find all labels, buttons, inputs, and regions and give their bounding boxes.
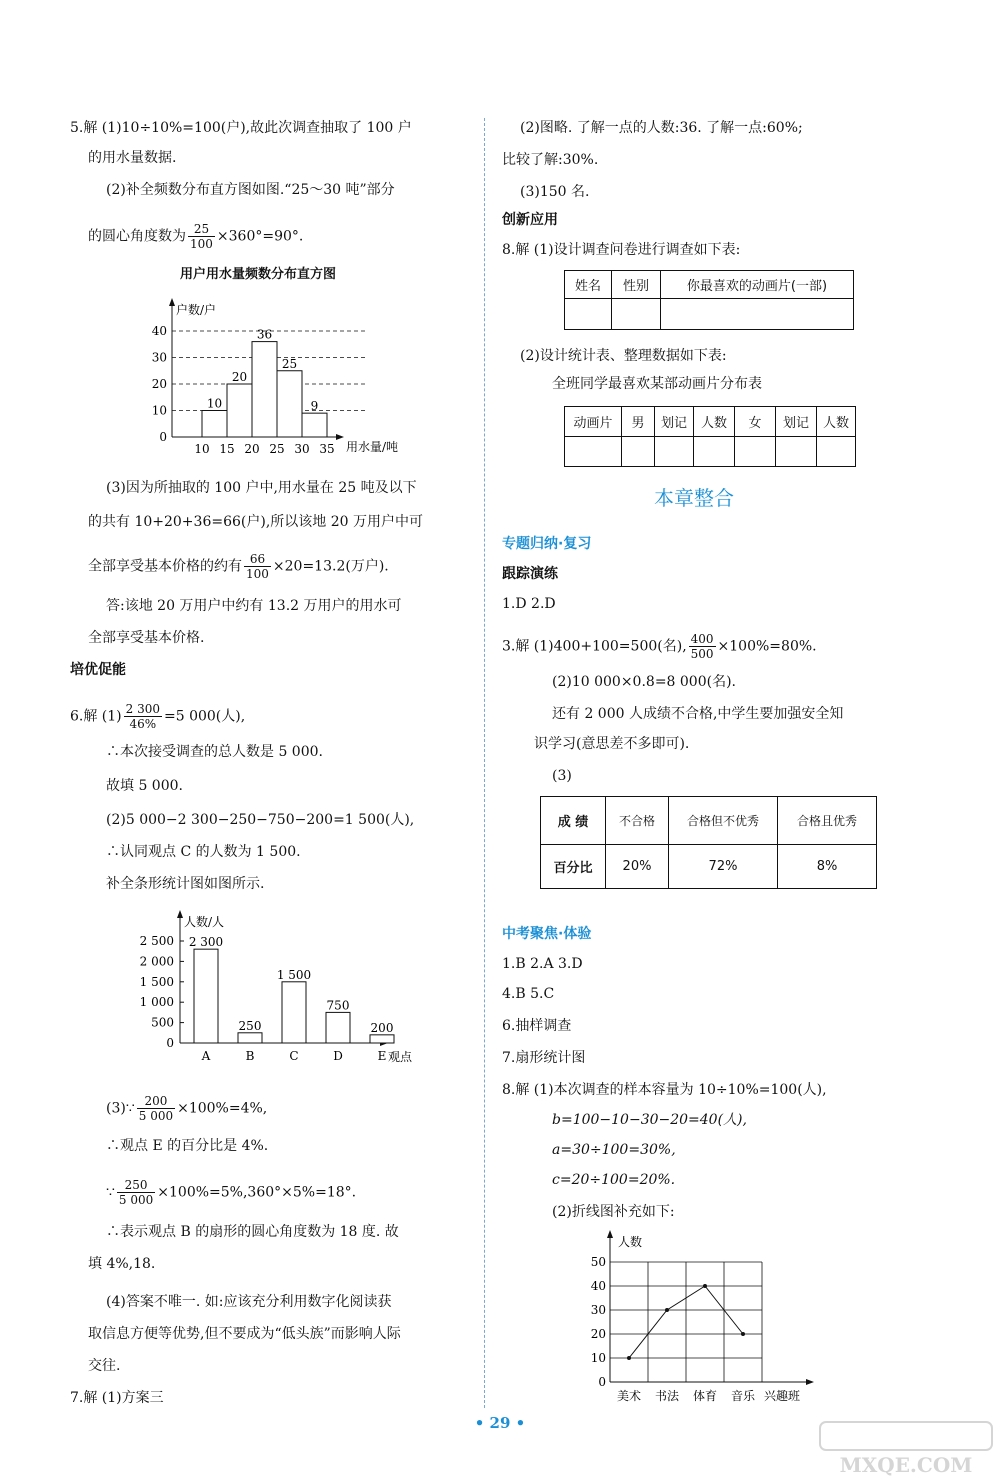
bar-value-label: 200 (370, 1020, 394, 1035)
y-tick-label: 50 (590, 1255, 606, 1269)
x-tick-label: 体育 (692, 1389, 718, 1403)
a3-line4: 识学习(意思差不多即可). (534, 736, 690, 752)
watermark-logo (818, 1420, 994, 1478)
water-usage-histogram (140, 294, 440, 466)
table-cell: 20% (606, 845, 669, 889)
section-zhongkao: 中考聚焦·体验 (502, 926, 592, 942)
y-tick-label: 1 500 (139, 974, 174, 989)
x-axis-label: 观点 (388, 1050, 413, 1064)
y-tick-label: 2 500 (139, 934, 174, 948)
fraction: $\frac{25}{100}$ (190, 222, 213, 251)
y-tick-label: 30 (151, 350, 167, 365)
fraction: $\frac{66}{100}$ (246, 552, 269, 581)
q5-line5: (3)因为所抽取的 100 户中,用水量在 25 吨及以下 (106, 480, 417, 496)
histogram-bar (227, 384, 252, 437)
y-axis-arrow (169, 298, 175, 306)
q5-line1: 5.解 (1)10÷10%=100(户),故此次调查抽取了 100 户 (70, 120, 412, 136)
chapter-title: 本章整合 (654, 486, 734, 510)
table-cell (694, 437, 735, 467)
table-header-cell: 性别 (612, 271, 661, 299)
r-line1: (2)图略. 了解一点的人数:36. 了解一点:60%; (520, 120, 803, 136)
table-cell: 72% (669, 845, 778, 889)
q6-line1: 6.解 (1) $\frac{2 300}{46\%}$ =5 000(人), (70, 702, 246, 731)
column-divider (484, 118, 485, 1408)
y-tick-label: 40 (590, 1279, 606, 1293)
bar-value-label: 2 300 (188, 935, 224, 950)
bar-value-label: 750 (326, 998, 350, 1013)
y-tick-label: 500 (151, 1015, 174, 1030)
x-tick-label: 25 (269, 442, 285, 456)
answer-b1: 1.B 2.A 3.D (502, 956, 583, 972)
x-tick-label: 书法 (654, 1389, 680, 1403)
section-chuangxin: 创新应用 (502, 212, 558, 228)
y-tick-label: 0 (159, 430, 167, 444)
table-cell (661, 299, 854, 330)
b8-line5: (2)折线图补充如下: (552, 1204, 675, 1220)
x-tick-label: B (245, 1049, 255, 1063)
interest-class-line-chart (588, 1228, 848, 1408)
score-table (540, 796, 877, 889)
bar-value-label: 10 (206, 396, 223, 411)
q6-line9: ∵ $\frac{250}{5 000}$ ×100%=5%,360°×5%=18°. (106, 1178, 357, 1207)
table-header-cell: 划记 (776, 407, 817, 437)
y-tick-label: 0 (598, 1375, 606, 1389)
q8-line3: 全班同学最喜欢某部动画片分布表 (552, 376, 762, 392)
x-tick-label: 35 (319, 442, 335, 456)
bar-value-label: 36 (256, 327, 273, 342)
table-header-cell: 人数 (817, 407, 856, 437)
q5-line7: 全部享受基本价格的约有 $\frac{66}{100}$ ×20=13.2(万户). (88, 552, 389, 581)
bar (326, 1012, 350, 1043)
q5-line2: 的用水量数据. (88, 150, 177, 166)
q6-line7: (3)∵ $\frac{200}{5 000}$ ×100%=4%, (106, 1094, 268, 1123)
x-tick-label: 音乐 (730, 1389, 756, 1403)
table-header-cell: 姓名 (565, 271, 612, 299)
q6-line13: 取信息方便等优势,但不要成为“低头族”而影响人际 (88, 1326, 401, 1342)
histogram-bar (202, 411, 227, 438)
fraction: $\frac{250}{5 000}$ (118, 1178, 154, 1207)
x-axis-label: 用水量/吨 (346, 440, 399, 454)
q6-line5: ∴认同观点 C 的人数为 1 500. (106, 844, 301, 860)
table-cell (565, 299, 612, 330)
x-tick-label: D (333, 1049, 343, 1063)
table-cell (565, 437, 622, 467)
b8-line1: 8.解 (1)本次调查的样本容量为 10÷10%=100(人), (502, 1082, 827, 1098)
bar (194, 949, 218, 1043)
table-header-cell: 女 (735, 407, 776, 437)
q6-line10: ∴表示观点 B 的扇形的圆心角度数为 18 度. 故 (106, 1224, 399, 1240)
x-tick-label: 10 (194, 442, 210, 456)
a3-line1: 3.解 (1)400+100=500(名), $\frac{400}{500}$ ×100%=80%. (502, 632, 817, 661)
svg-text:MXQE.COM: MXQE.COM (839, 1453, 973, 1477)
table-cell (776, 437, 817, 467)
y-axis-arrow (607, 1230, 613, 1238)
q7-line1: 7.解 (1)方案三 (70, 1390, 164, 1406)
bar-value-label: 25 (281, 356, 298, 371)
survey-table (564, 270, 854, 330)
fraction: $\frac{200}{5 000}$ (138, 1094, 174, 1123)
q6-line4: (2)5 000−2 300−250−750−200=1 500(人), (106, 812, 415, 828)
table-header-cell: 合格且优秀 (778, 797, 877, 845)
section-peiyou: 培优促能 (70, 662, 126, 678)
answer-1-2: 1.D 2.D (502, 596, 556, 612)
q6-line2: ∴本次接受调查的总人数是 5 000. (106, 744, 323, 760)
q6-line8: ∴观点 E 的百分比是 4%. (106, 1138, 269, 1154)
x-tick-label: 15 (219, 442, 235, 456)
a3-line3: 还有 2 000 人成绩不合格,中学生要加强安全知 (552, 706, 844, 722)
r-line3: (3)150 名. (520, 184, 590, 200)
fraction: $\frac{400}{500}$ (690, 632, 714, 661)
q6-line12: (4)答案不唯一. 如:应该充分利用数字化阅读获 (106, 1294, 392, 1310)
cartoon-distribution-table (564, 406, 856, 467)
x-tick-label: 美术 (616, 1389, 642, 1403)
y-tick-label: 2 000 (139, 954, 174, 969)
data-point (703, 1284, 707, 1288)
table-header-cell: 合格但不优秀 (669, 797, 778, 845)
answer-b7: 7.扇形统计图 (502, 1050, 586, 1066)
q5-line3: (2)补全频数分布直方图如图.“25～30 吨”部分 (106, 182, 395, 198)
data-point (627, 1356, 631, 1360)
table-cell: 百分比 (541, 845, 606, 889)
x-axis-label: 兴趣班 (764, 1389, 801, 1403)
y-axis-label: 人数/人 (184, 915, 225, 929)
bar (282, 982, 306, 1043)
a3-line2: (2)10 000×0.8=8 000(名). (552, 674, 736, 690)
x-tick-label: 20 (244, 442, 260, 456)
bar-value-label: 1 500 (276, 967, 312, 982)
table-cell (612, 299, 661, 330)
b8-line3: a=30÷100=30%, (552, 1142, 676, 1158)
table-header-cell: 成 绩 (541, 797, 606, 845)
b8-line4: c=20÷100=20%. (552, 1172, 676, 1188)
histogram-bar (302, 413, 327, 437)
y-tick-label: 40 (151, 324, 167, 338)
table-header-cell: 人数 (694, 407, 735, 437)
section-zhuanti: 专题归纳·复习 (502, 536, 592, 552)
y-tick-label: 0 (166, 1036, 174, 1050)
x-tick-label: C (289, 1049, 299, 1063)
q5-line4: 的圆心角度数为 $\frac{25}{100}$ ×360°=90°. (88, 222, 304, 251)
bar-value-label: 9 (310, 399, 319, 414)
y-tick-label: 20 (590, 1327, 606, 1341)
x-tick-label: 30 (294, 442, 310, 456)
y-tick-label: 10 (151, 403, 167, 418)
y-axis-label: 户数/户 (176, 303, 217, 317)
fraction: $\frac{2 300}{46\%}$ (125, 702, 160, 731)
q6-line3: 故填 5 000. (106, 778, 183, 794)
x-axis-arrow (336, 434, 344, 440)
y-tick-label: 1 000 (139, 995, 174, 1010)
bar-value-label: 20 (231, 370, 248, 384)
data-point (741, 1332, 745, 1336)
table-header-cell: 划记 (655, 407, 694, 437)
table-header-cell: 动画片 (565, 407, 622, 437)
table-cell (735, 437, 776, 467)
b8-line2: b=100−10−30−20=40(人), (552, 1112, 747, 1128)
table-cell (655, 437, 694, 467)
histogram-title: 用户用水量频数分布直方图 (180, 267, 337, 282)
page-number: • 29 • (474, 1414, 526, 1432)
a3-line5: (3) (552, 768, 572, 784)
y-axis-label: 人数 (618, 1235, 643, 1249)
answer-b4: 4.B 5.C (502, 986, 555, 1002)
data-point (665, 1308, 669, 1312)
y-tick-label: 20 (151, 377, 167, 391)
y-tick-label: 10 (590, 1351, 606, 1365)
q6-line14: 交往. (88, 1358, 121, 1374)
x-axis-arrow (806, 1379, 814, 1385)
q5-line9: 全部享受基本价格. (88, 630, 205, 646)
q5-line8: 答:该地 20 万用户中约有 13.2 万用户的用水可 (106, 598, 402, 614)
histogram-bar (252, 342, 277, 437)
q5-line6: 的共有 10+20+36=66(户),所以该地 20 万用户中可 (88, 514, 423, 530)
q6-line6: 补全条形统计图如图所示. (106, 876, 265, 892)
section-genzong: 跟踪演练 (502, 566, 558, 582)
q8-line2: (2)设计统计表、整理数据如下表: (520, 348, 727, 364)
x-tick-label: E (377, 1049, 387, 1063)
table-header-cell: 男 (622, 407, 655, 437)
opinion-bar-chart (130, 908, 430, 1078)
bar (370, 1035, 394, 1043)
y-axis-arrow (177, 910, 183, 918)
y-tick-label: 30 (590, 1303, 606, 1317)
table-header-cell: 不合格 (606, 797, 669, 845)
answer-b6: 6.抽样调查 (502, 1018, 572, 1034)
histogram-bar (277, 371, 302, 437)
table-cell (817, 437, 856, 467)
x-tick-label: A (201, 1049, 211, 1063)
table-cell (622, 437, 655, 467)
bar-value-label: 250 (238, 1018, 262, 1033)
table-header-cell: 你最喜欢的动画片(一部) (661, 271, 854, 299)
table-cell: 8% (778, 845, 877, 889)
r-line2: 比较了解:30%. (502, 152, 599, 168)
q6-line11: 填 4%,18. (88, 1256, 156, 1272)
bar (238, 1033, 262, 1043)
q8-line1: 8.解 (1)设计调查问卷进行调查如下表: (502, 242, 741, 258)
